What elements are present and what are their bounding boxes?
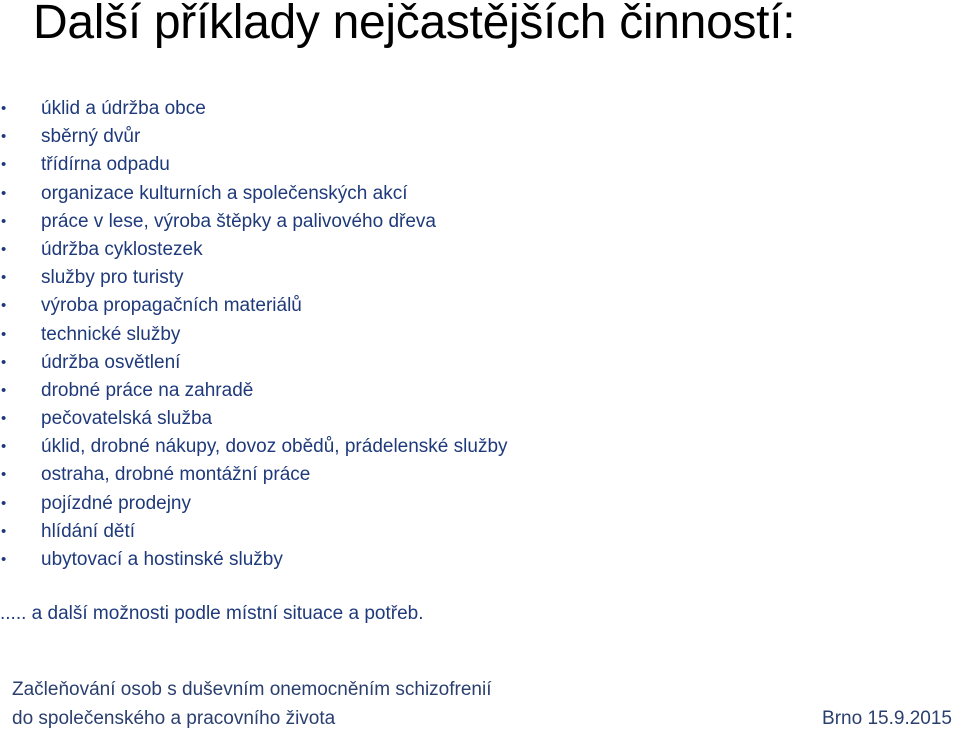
list-item (0, 123, 508, 151)
list-item (0, 461, 508, 489)
bullet-icon: • (1, 494, 7, 512)
bullet-icon: • (1, 522, 7, 540)
list-item-text: hlídání dětí (41, 520, 136, 542)
list-item-text: ubytovací a hostinské služby (41, 549, 283, 570)
list-item (0, 349, 508, 377)
list-item (0, 236, 508, 264)
bullet-icon: • (1, 353, 7, 371)
list-item-text: úklid a údržba obce (41, 98, 206, 119)
bullet-icon: • (1, 551, 7, 568)
list-item-text: sběrný dvůr (41, 126, 141, 148)
list-item-text: třídírna odpadu (41, 154, 170, 176)
bullet-icon: • (1, 438, 7, 456)
bullet-icon: • (1, 184, 7, 202)
list-item (0, 405, 508, 433)
list-item-text: pojízdné prodejny (41, 492, 191, 514)
list-item (0, 151, 508, 179)
bullet-icon: • (1, 410, 7, 428)
list-item-text: práce v lese, výroba štěpky a palivového dřeva (41, 210, 436, 232)
bullet-icon: • (1, 128, 7, 146)
list-item-text: technické služby (41, 323, 181, 345)
list-item-text: údržba cyklostezek (41, 238, 203, 260)
bullet-icon: • (1, 466, 7, 484)
footer-topic-line-1: Začleňování osob s duševním onemocněním schizofrenií (12, 679, 492, 700)
list-item-text: úklid, drobné nákupy, dovoz obědů, prádelenské služby (41, 436, 508, 458)
list-item-text: ostraha, drobné montážní práce (41, 464, 311, 486)
bullet-icon: • (1, 381, 7, 399)
activity-list (0, 95, 508, 574)
list-item (0, 292, 508, 320)
bullet-icon: • (1, 156, 7, 174)
bullet-icon: • (1, 297, 7, 315)
footer-topic-line-2: do společenského a pracovního života (12, 708, 336, 729)
closing-note: ..... a další možnosti podle místní situace a potřeb. (0, 603, 424, 624)
list-item-text: organizace kulturních a společenských akcí (41, 182, 408, 204)
list-item-text: služby pro turisty (41, 267, 184, 289)
list-item (0, 95, 508, 123)
list-item-text: údržba osvětlení (41, 351, 181, 373)
list-item (0, 180, 508, 208)
bullet-icon: • (1, 325, 7, 343)
list-item-text: výroba propagačních materiálů (41, 295, 302, 317)
list-item (0, 490, 508, 518)
list-item (0, 433, 508, 461)
list-item-text: pečovatelská služba (41, 408, 213, 430)
bullet-icon: • (1, 100, 7, 117)
list-item (0, 208, 508, 236)
list-item (0, 518, 508, 546)
list-item (0, 264, 508, 292)
bullet-icon: • (1, 269, 7, 287)
bullet-icon: • (1, 212, 7, 230)
list-item-text: drobné práce na zahradě (41, 379, 254, 401)
bullet-icon: • (1, 240, 7, 258)
slide-title: Další příklady nejčastějších činností: (33, 0, 796, 49)
list-item (0, 321, 508, 349)
footer-date: Brno 15.9.2015 (822, 708, 952, 729)
list-item (0, 377, 508, 405)
list-item (0, 546, 508, 574)
